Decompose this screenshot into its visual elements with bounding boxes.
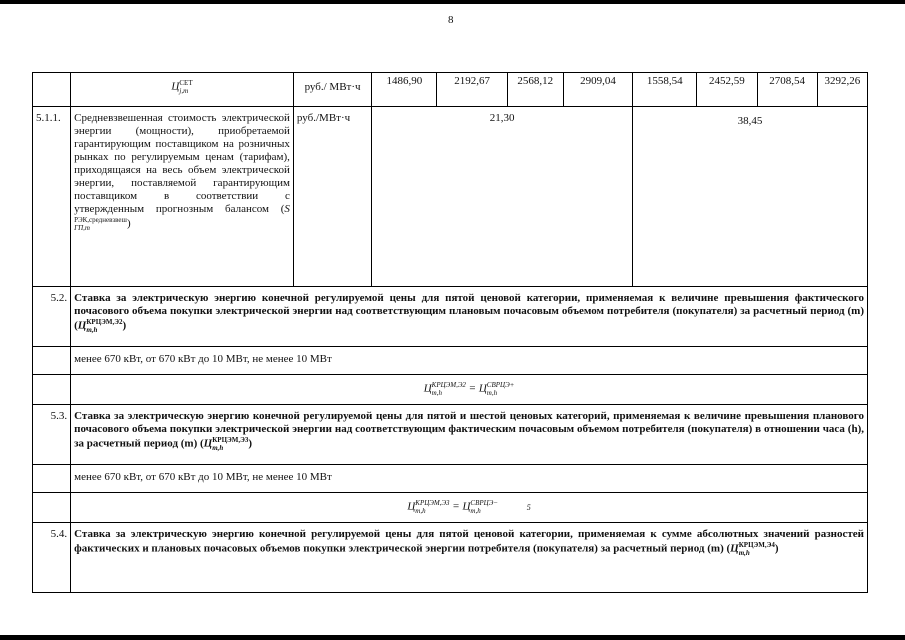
row-number [33,375,71,405]
tariff-table [32,72,868,593]
row-number [33,73,71,107]
table-row [33,347,868,375]
row-description: Средневзвешенная стоимость электрической энергии (мощности), приобретаемой гарантирующим поставщиком на розничных рынках по регулируемым ценам (тарифам), приходящаяся на весь объем электрической энергии, поставляемой гарантирующим поставщиком в соответствии с утвержденным прогнозным балансом (SРЭК,средневзвеш ГП,m ) [71,107,294,287]
footnote-number: 5 [526,502,531,512]
category-text: менее 670 кВт, от 670 кВт до 10 МВт, не менее 10 МВт [71,347,868,375]
table-row [33,465,868,493]
table-row [33,523,868,593]
row-number [33,347,71,375]
row-number [33,493,71,523]
value-cell: 21,30 [372,107,633,287]
table-row [33,73,868,107]
table-row [33,287,868,347]
unit-cell: руб./ МВт·ч [293,73,371,107]
table-row [33,375,868,405]
unit-cell: руб./МВт·ч [293,107,371,287]
formula-cell: ЦКРЦЭМ,Э3 m,h = ЦСВРЦЭ− m,h 5 [71,493,868,523]
formula-cell: ЦКРЦЭМ,Э2 m,h = ЦСВРЦЭ+ m,h [71,375,868,405]
table-row [33,493,868,523]
value-cell: 1558,54 [633,73,697,107]
value-cell: 2568,12 [507,73,563,107]
page-number: 8 [448,14,454,26]
table-row [33,107,868,287]
row-number [33,465,71,493]
scan-border-bottom [0,635,905,640]
row-description: Ставка за электрическую энергию конечной регулируемой цены для пятой и шестой ценовых категорий, применяемая к величине превышения планового почасового объема покупки электрической энергии над соответствующим фактическим почасовым объемом потребителя (покупателя) в отношении часа (h), за расчетный период (m) (ЦКРЦЭМ,Э3 m,h ) [71,405,868,465]
value-cell: 2909,04 [563,73,632,107]
scan-border-top [0,0,905,4]
value-cell: 2708,54 [757,73,817,107]
value-cell: 38,45 [633,107,868,287]
value-cell: 3292,26 [817,73,867,107]
row-number: 5.2. [33,287,71,347]
row-description: Ставка за электрическую энергию конечной регулируемой цены для пятой ценовой категории, применяемая к сумме абсолютных значений разностей фактических и плановых почасовых объемов покупки электрической энергии потребителя (покупателя) за расчетный период (m) (ЦКРЦЭМ,Э4 m,h ) [71,523,868,593]
row-number: 5.3. [33,405,71,465]
value-cell: 2452,59 [697,73,757,107]
row-number: 5.1.1. [33,107,71,287]
table-row [33,405,868,465]
value-cell: 1486,90 [372,73,437,107]
row-number: 5.4. [33,523,71,593]
category-text: менее 670 кВт, от 670 кВт до 10 МВт, не менее 10 МВт [71,465,868,493]
row-description: Ставка за электрическую энергию конечной регулируемой цены для пятой ценовой категории, применяемая к величине превышения фактического почасового объема покупки электрической энергии над соответствующим плановым почасовым объемом потребителя (покупателя) за расчетный период (m) (ЦКРЦЭМ,Э2 m,h ) [71,287,868,347]
network-price-symbol: ЦСЕТ j,m [71,73,294,107]
value-cell: 2192,67 [437,73,507,107]
